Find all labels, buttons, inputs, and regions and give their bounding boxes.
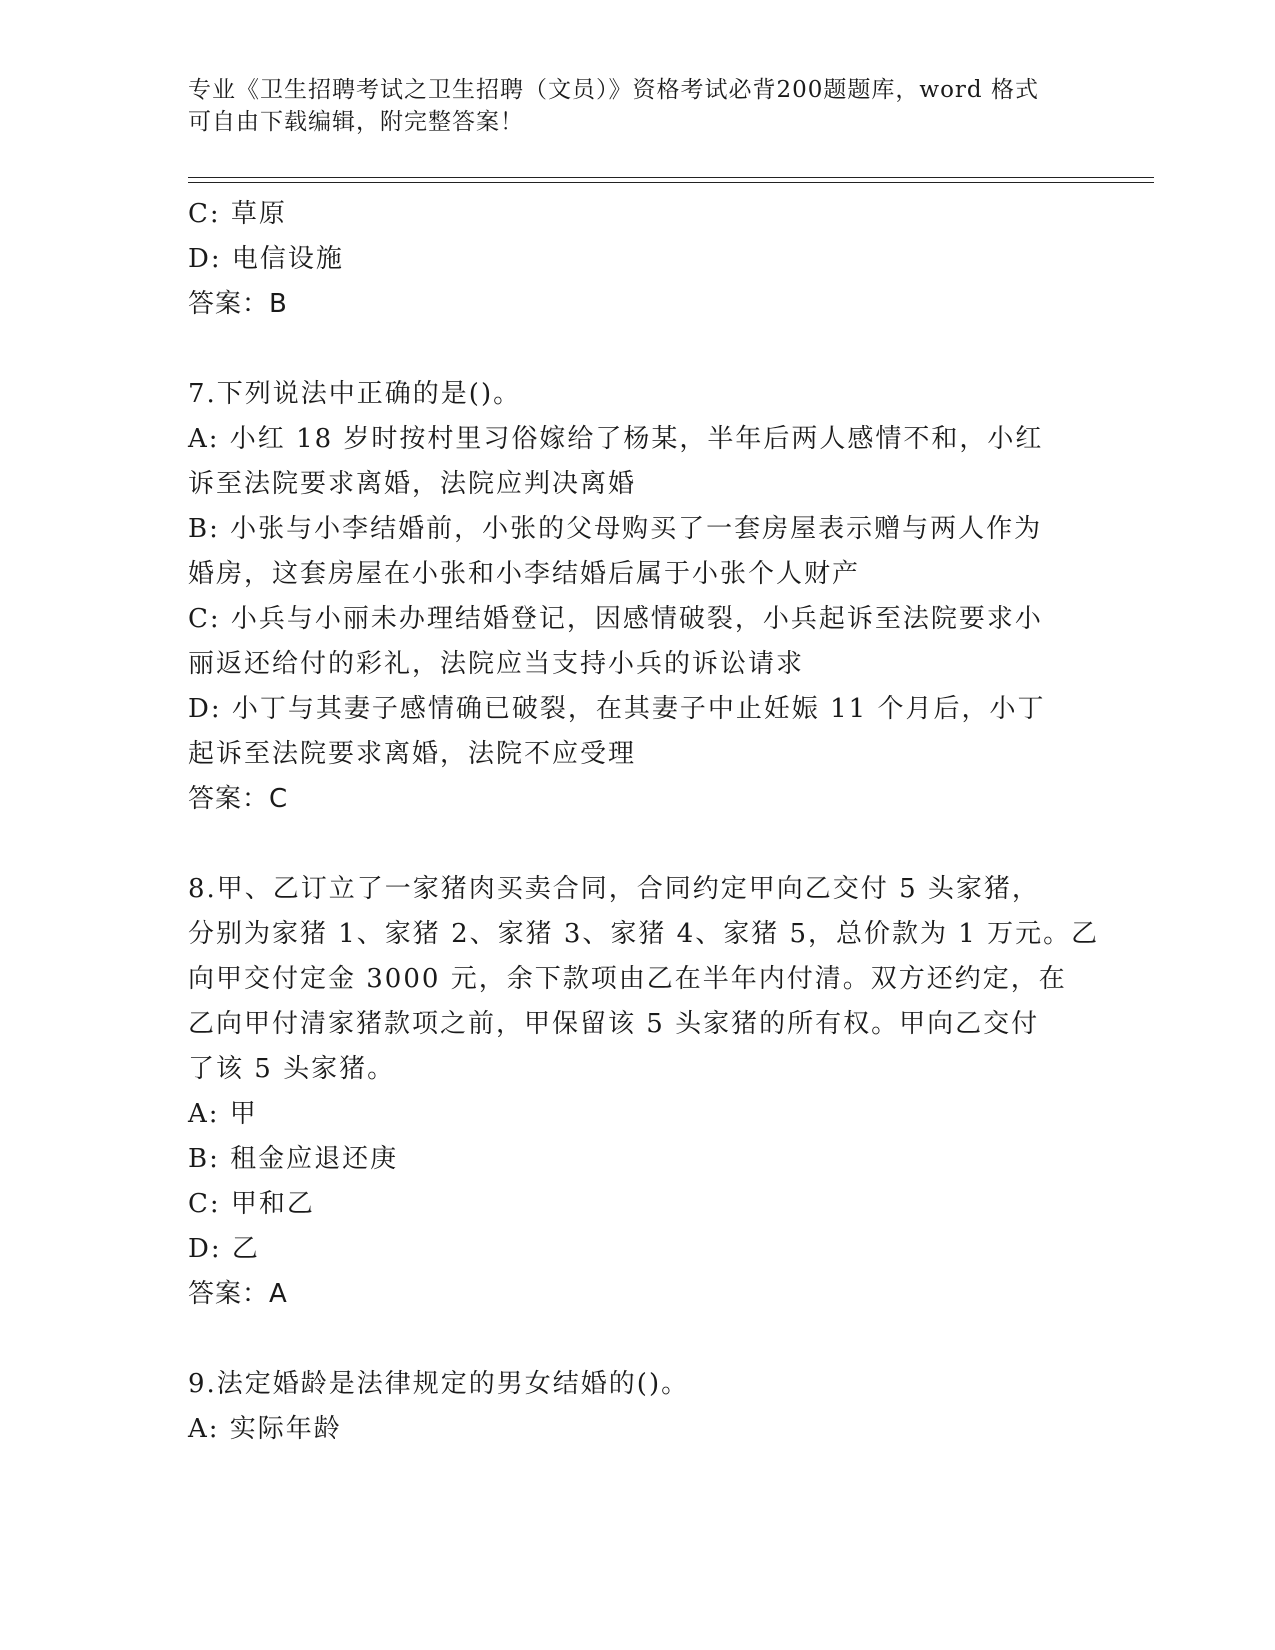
question-stem-line-1: 8.甲、乙订立了一家猪肉买卖合同，合同约定甲向乙交付 5 头家猪， bbox=[188, 874, 1040, 904]
option-d-line-2: 起诉至法院要求离婚，法院不应受理 bbox=[188, 739, 637, 769]
spacer bbox=[188, 327, 1088, 372]
option-b-line-1: B: 小张与小李结婚前，小张的父母购买了一套房屋表示赠与两人作为 bbox=[188, 514, 1043, 544]
question-7 bbox=[188, 372, 1088, 822]
spacer bbox=[188, 1317, 1088, 1362]
question-stem-line-5: 了该 5 头家猪。 bbox=[188, 1054, 396, 1084]
option-a-line-2: 诉至法院要求离婚，法院应判决离婚 bbox=[188, 469, 637, 499]
option-b-line-2: 婚房，这套房屋在小张和小李结婚后属于小张个人财产 bbox=[188, 559, 861, 589]
option-c: C: 草原 bbox=[188, 199, 287, 229]
option-d: D: 乙 bbox=[188, 1234, 260, 1264]
answer: 答案：C bbox=[188, 784, 289, 814]
option-b: B: 租金应退还庚 bbox=[188, 1144, 399, 1174]
header-line-2: 可自由下载编辑，附完整答案！ bbox=[188, 109, 524, 135]
option-c-line-1: C: 小兵与小丽未办理结婚登记，因感情破裂，小兵起诉至法院要求小 bbox=[188, 604, 1043, 634]
question-stem-line-2: 分别为家猪 1、家猪 2、家猪 3、家猪 4、家猪 5，总价款为 1 万元。乙 bbox=[188, 919, 1100, 949]
header-divider-bottom bbox=[188, 182, 1154, 183]
question-list bbox=[188, 192, 1100, 1452]
option-a: A: 实际年龄 bbox=[188, 1414, 342, 1444]
option-a: A: 甲 bbox=[188, 1099, 258, 1129]
question-stem: 9.法定婚龄是法律规定的男女结婚的()。 bbox=[188, 1369, 690, 1399]
spacer bbox=[188, 822, 1088, 867]
option-c-line-2: 丽返还给付的彩礼，法院应当支持小兵的诉讼请求 bbox=[188, 649, 805, 679]
question-9 bbox=[188, 1362, 1088, 1452]
question-stem: 7.下列说法中正确的是()。 bbox=[188, 379, 522, 409]
option-d-line-1: D: 小丁与其妻子感情确已破裂，在其妻子中止妊娠 11 个月后，小丁 bbox=[188, 694, 1046, 724]
header-line-1: 专业《卫生招聘考试之卫生招聘（文员）》资格考试必背200题题库，word 格式 bbox=[188, 77, 1039, 103]
question-stem-line-4: 乙向甲付清家猪款项之前，甲保留该 5 头家猪的所有权。甲向乙交付 bbox=[188, 1009, 1040, 1039]
header-divider-top bbox=[188, 177, 1154, 178]
answer: 答案：B bbox=[188, 289, 288, 319]
question-8 bbox=[188, 867, 1100, 1317]
question-stem-line-3: 向甲交付定金 3000 元，余下款项由乙在半年内付清。双方还约定，在 bbox=[188, 964, 1067, 994]
option-a-line-1: A: 小红 18 岁时按村里习俗嫁给了杨某，半年后两人感情不和，小红 bbox=[188, 424, 1044, 454]
document-header bbox=[188, 74, 1068, 138]
question-6-tail bbox=[188, 192, 1088, 327]
option-d: D: 电信设施 bbox=[188, 244, 344, 274]
answer: 答案：A bbox=[188, 1279, 288, 1309]
option-c: C: 甲和乙 bbox=[188, 1189, 315, 1219]
